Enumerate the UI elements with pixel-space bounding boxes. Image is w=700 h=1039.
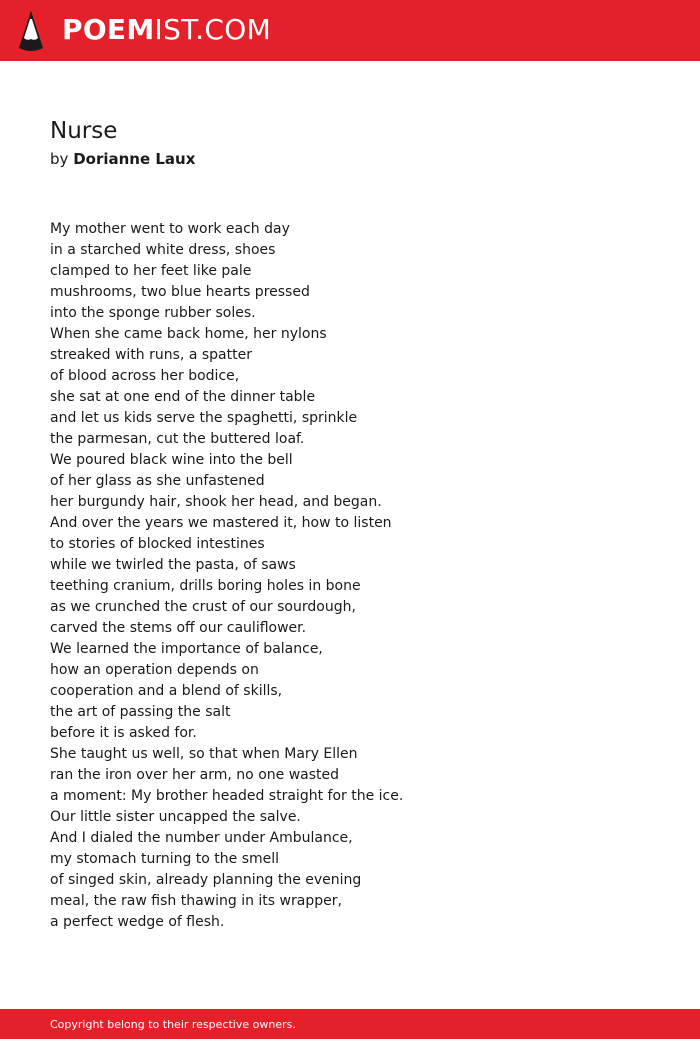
poem-line: to stories of blocked intestines xyxy=(50,536,265,552)
poem-line: the parmesan, cut the buttered loaf. xyxy=(50,431,305,447)
poem-line: carved the stems off our cauliflower. xyxy=(50,620,307,636)
poem-line: And over the years we mastered it, how to listen xyxy=(50,515,392,531)
poem-line: clamped to her feet like pale xyxy=(50,263,252,279)
byline xyxy=(50,149,195,169)
poem-line: ran the iron over her arm, no one wasted xyxy=(50,767,340,783)
poem-line: how an operation depends on xyxy=(50,662,259,678)
poem-line: teething cranium, drills boring holes in bone xyxy=(50,578,361,594)
poem-line: a perfect wedge of flesh. xyxy=(50,914,225,930)
poem-line: Our little sister uncapped the salve. xyxy=(50,809,301,825)
poem-line: of singed skin, already planning the evening xyxy=(50,872,362,888)
poem-line: We poured black wine into the bell xyxy=(50,452,293,468)
pencil-tip-icon[interactable] xyxy=(18,10,44,52)
poem-line: mushrooms, two blue hearts pressed xyxy=(50,284,310,300)
poem-line: my stomach turning to the smell xyxy=(50,851,280,867)
poem-line: before it is asked for. xyxy=(50,725,197,741)
poem-line: in a starched white dress, shoes xyxy=(50,242,276,258)
site-logo[interactable] xyxy=(62,12,271,48)
poem-line: into the sponge rubber soles. xyxy=(50,305,256,321)
poem-line: cooperation and a blend of skills, xyxy=(50,683,283,699)
poem-line: and let us kids serve the spaghetti, sprinkle xyxy=(50,410,358,426)
copyright-text: Copyright belong to their respective owners. xyxy=(50,1018,296,1031)
byline-prefix: by xyxy=(50,150,69,168)
poem-line: We learned the importance of balance, xyxy=(50,641,323,657)
poem-line: streaked with runs, a spatter xyxy=(50,347,252,363)
author-name: Dorianne Laux xyxy=(73,150,196,168)
poem-title: Nurse xyxy=(50,118,118,144)
poem-line: My mother went to work each day xyxy=(50,221,290,237)
logo-text-bold: POEM xyxy=(62,13,155,46)
logo-text-light: IST.COM xyxy=(154,13,272,46)
poem-line: And I dialed the number under Ambulance, xyxy=(50,830,353,846)
poem-line: of her glass as she unfastened xyxy=(50,473,265,489)
poem-line: She taught us well, so that when Mary Ellen xyxy=(50,746,358,762)
site-header xyxy=(0,0,700,61)
poem-body xyxy=(50,219,403,933)
poem-line: as we crunched the crust of our sourdough, xyxy=(50,599,356,615)
poem-line: of blood across her bodice, xyxy=(50,368,240,384)
poem-line: the art of passing the salt xyxy=(50,704,231,720)
poem-line: When she came back home, her nylons xyxy=(50,326,327,342)
site-footer xyxy=(0,1009,700,1039)
poem-line: a moment: My brother headed straight for the ice. xyxy=(50,788,404,804)
poem-line: she sat at one end of the dinner table xyxy=(50,389,316,405)
poem-line: meal, the raw fish thawing in its wrapper, xyxy=(50,893,342,909)
poem-line: while we twirled the pasta, of saws xyxy=(50,557,296,573)
poem-line: her burgundy hair, shook her head, and began. xyxy=(50,494,382,510)
